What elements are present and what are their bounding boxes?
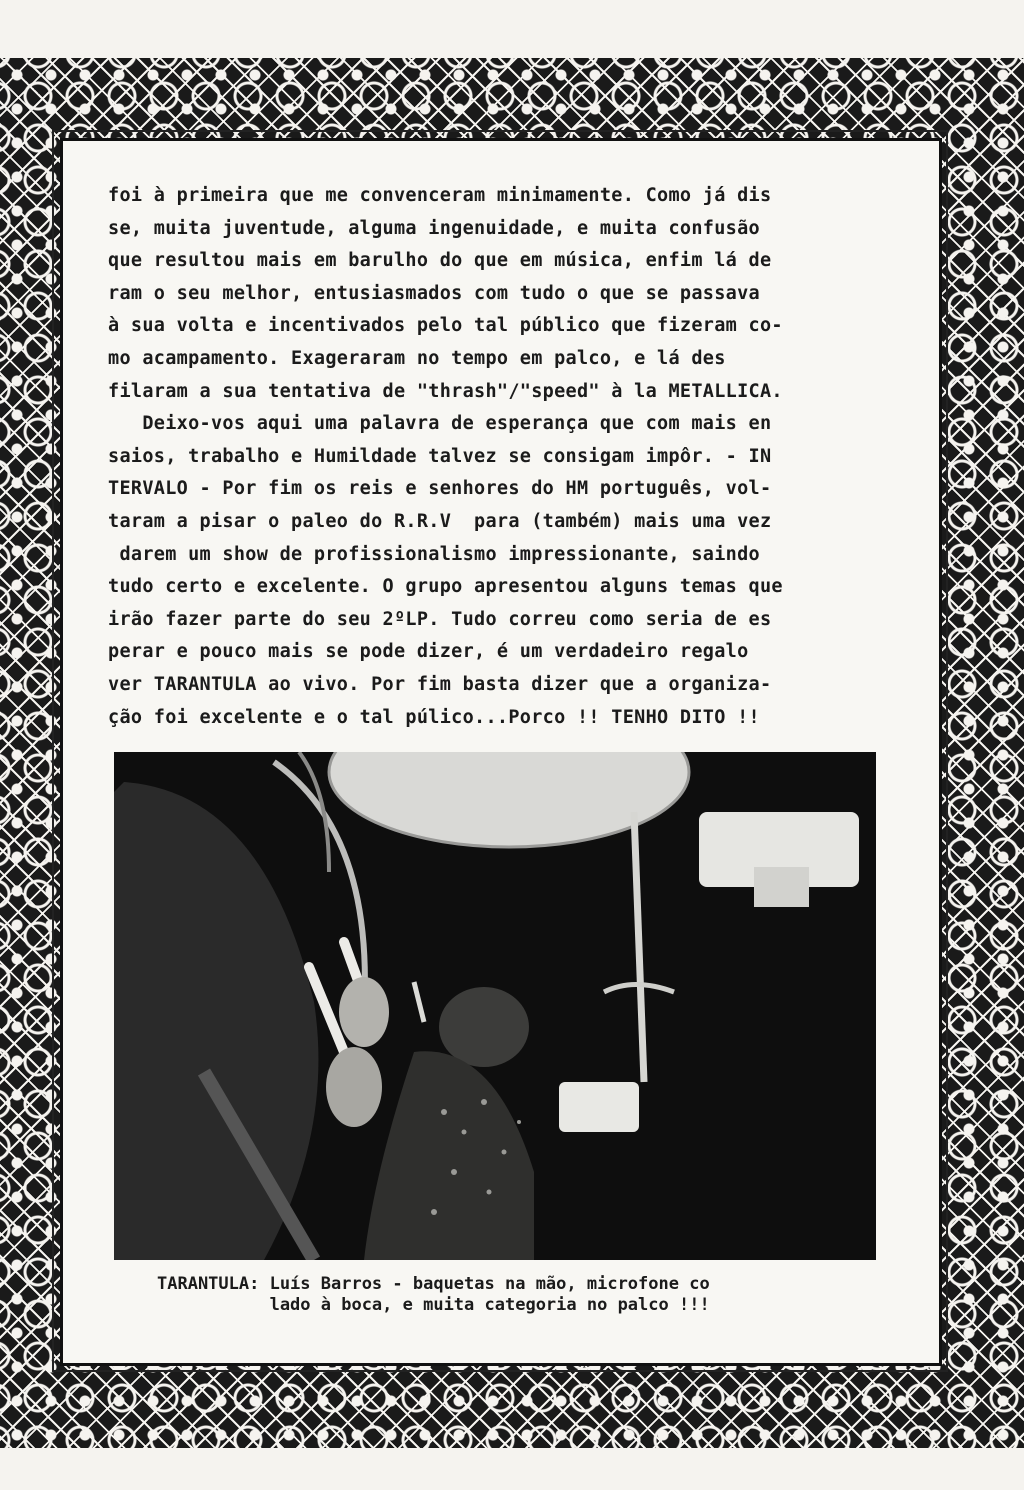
caption-line: TARANTULA: Luís Barros - baquetas na mão, microfone co	[157, 1274, 710, 1294]
article-text	[108, 180, 898, 734]
article-line: à sua volta e incentivados pelo tal público que fizeram co-	[108, 315, 783, 337]
article-line: irão fazer parte do seu 2ºLP. Tudo correu como seria de es	[108, 608, 772, 630]
article-line: ver TARANTULA ao vivo. Por fim basta dizer que a organiza-	[108, 673, 772, 695]
article-line: que resultou mais em barulho do que em música, enfim lá de	[108, 250, 772, 272]
drummer-photo	[114, 752, 876, 1260]
article-line: ram o seu melhor, entusiasmados com tudo o que se passava	[108, 282, 760, 304]
photo-caption	[157, 1274, 887, 1316]
caption-line: lado à boca, e muita categoria no palco !!!	[157, 1295, 710, 1315]
article-line: mo acampamento. Exageraram no tempo em palco, e lá des	[108, 347, 726, 369]
article-line: foi à primeira que me convenceram minimamente. Como já dis	[108, 185, 772, 206]
article-line: darem um show de profissionalismo impressionante, saindo	[108, 543, 760, 565]
article-line: Deixo-vos aqui uma palavra de esperança que com mais en	[108, 413, 772, 435]
article-line: saios, trabalho e Humildade talvez se consigam impôr. - IN	[108, 445, 772, 467]
article-line: filaram a sua tentativa de "thrash"/"speed" à la METALLICA.	[108, 380, 783, 402]
article-line: se, muita juventude, alguma ingenuidade, e muita confusão	[108, 217, 760, 239]
photo-illustration	[114, 752, 876, 1260]
article-line: ção foi excelente e o tal púlico...Porco !! TENHO DITO !!	[108, 706, 760, 728]
article-line: taram a pisar o paleo do R.R.V para (também) mais uma vez	[108, 510, 772, 532]
article-line: tudo certo e excelente. O grupo apresentou alguns temas que	[108, 576, 783, 598]
article-line: TERVALO - Por fim os reis e senhores do HM português, vol-	[108, 478, 772, 500]
article-line: perar e pouco mais se pode dizer, é um verdadeiro regalo	[108, 641, 749, 663]
